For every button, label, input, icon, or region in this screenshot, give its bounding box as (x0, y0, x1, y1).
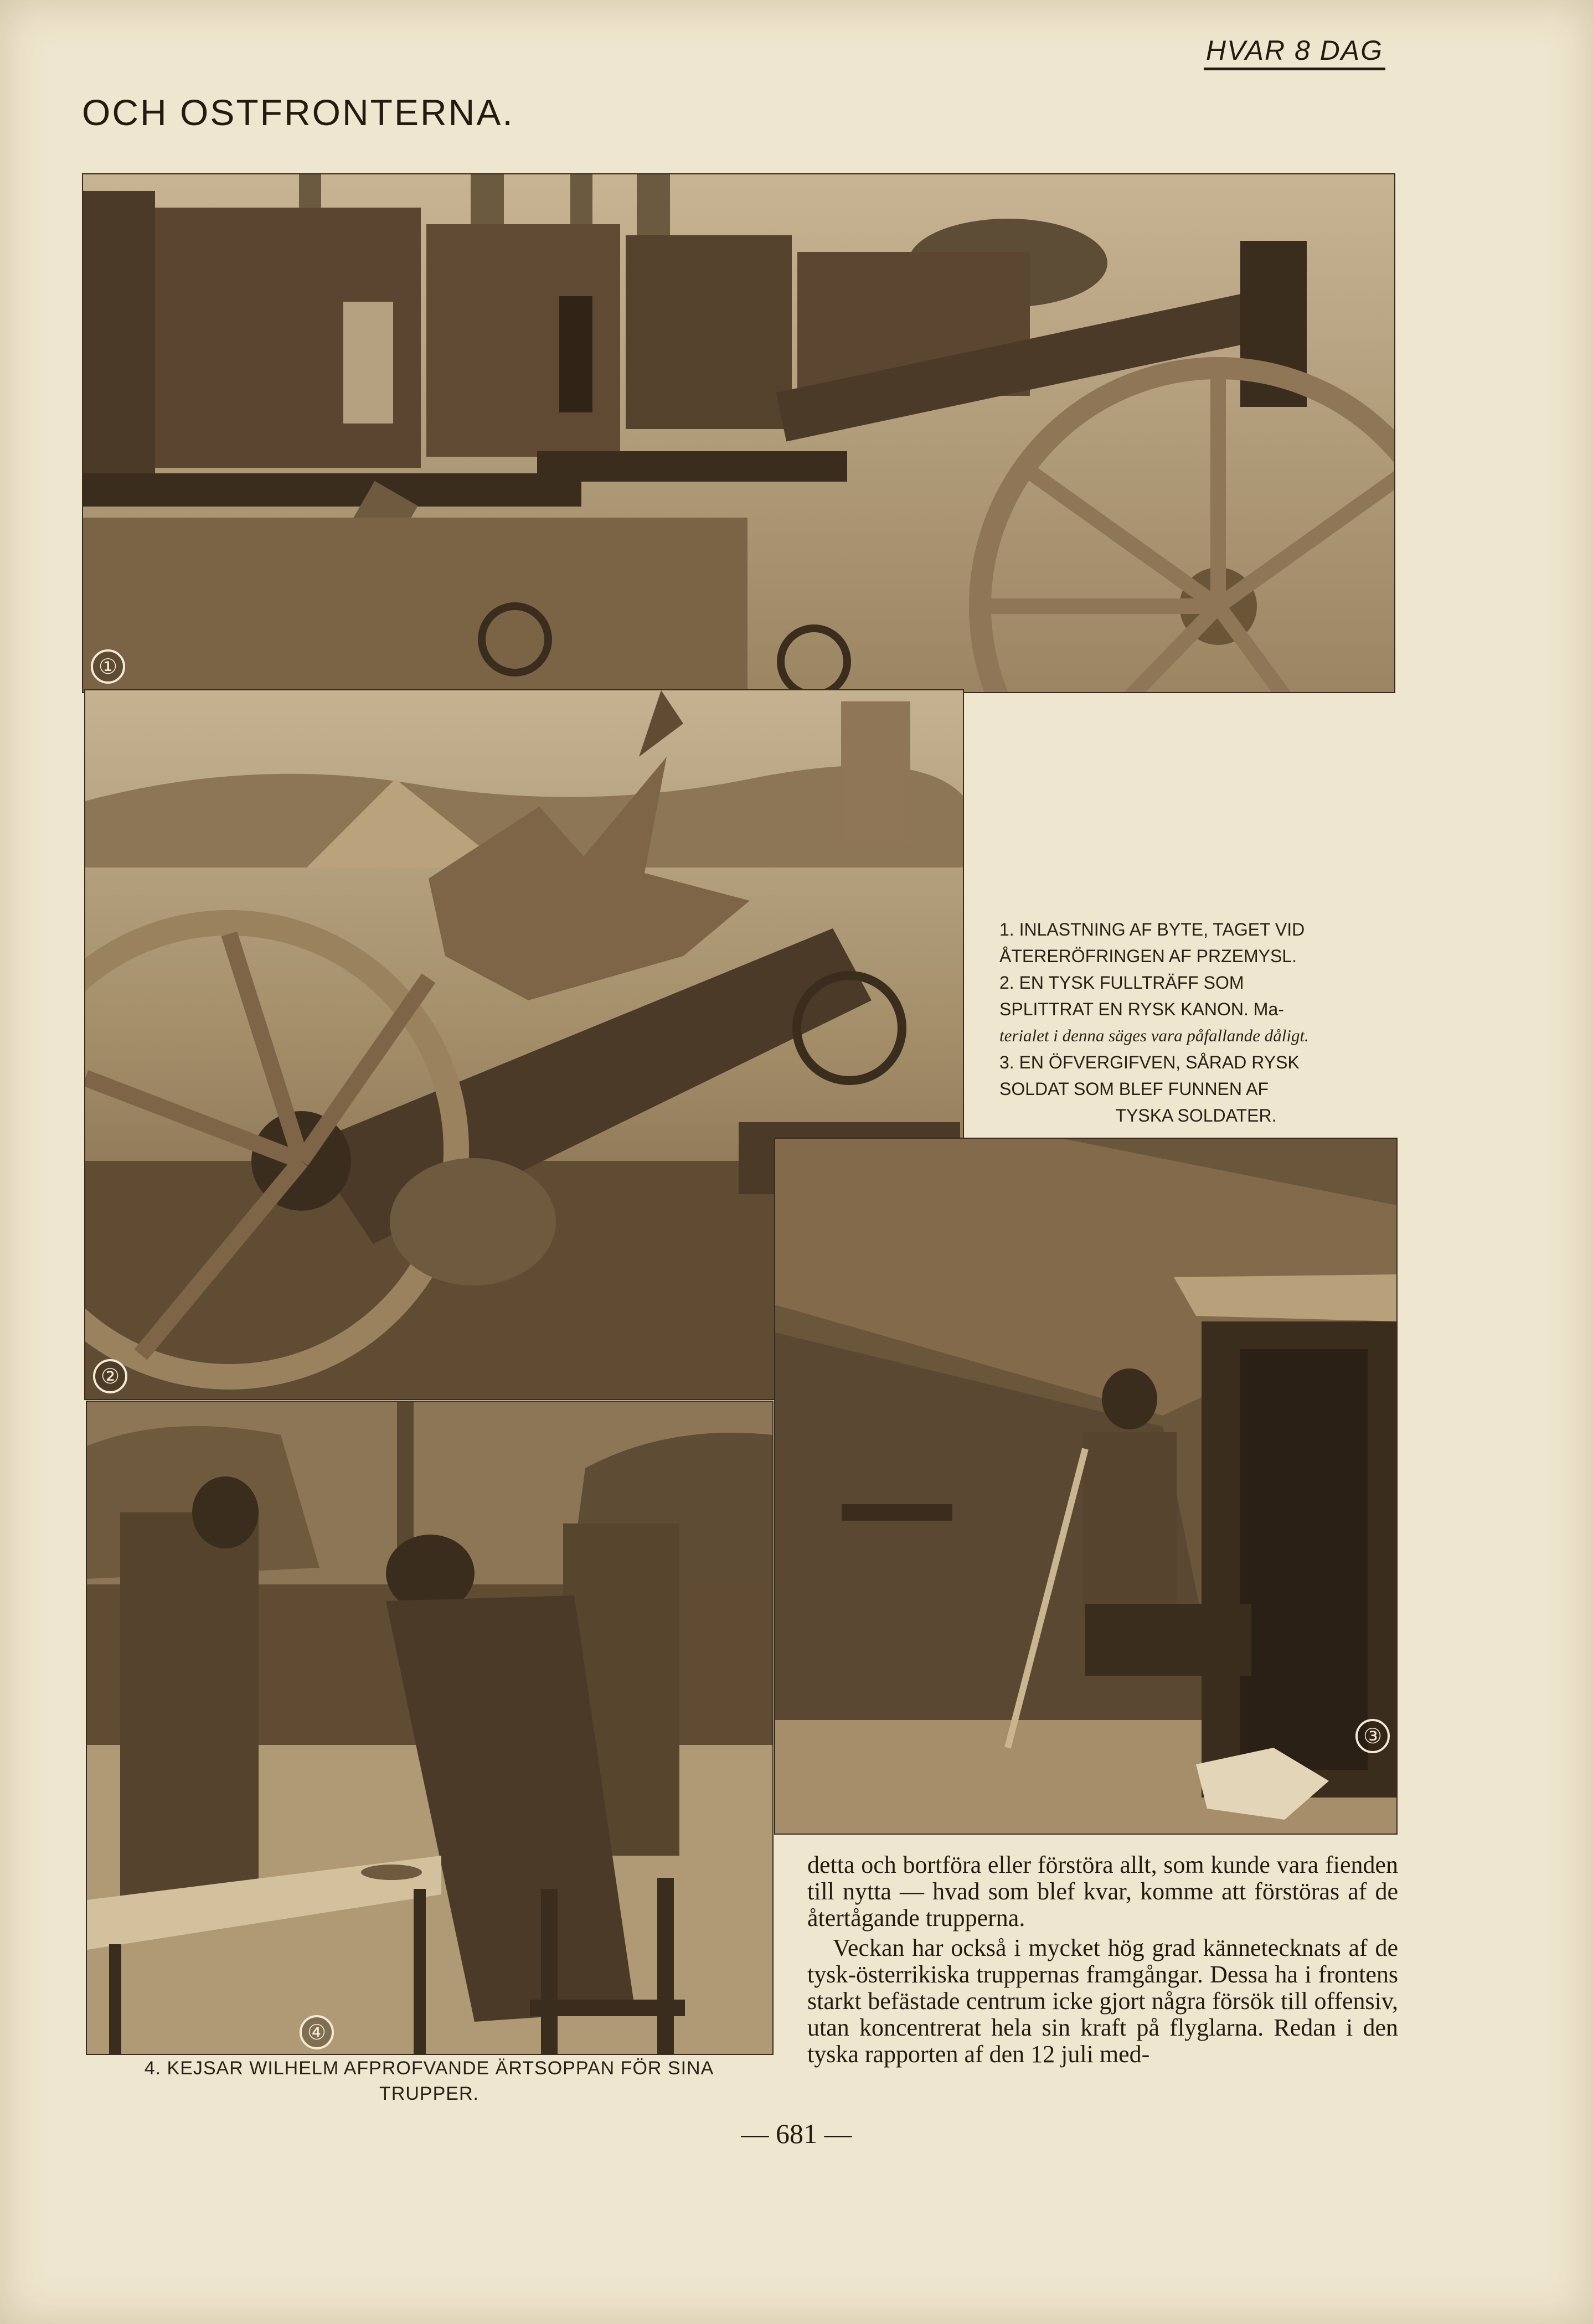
caption-line: SPLITTRAT EN RYSK KANON. Ma- (999, 999, 1284, 1019)
caption-photo-4 (86, 2056, 772, 2106)
photo-4-number: ④ (300, 2015, 334, 2049)
caption-4-line-1: 4. KEJSAR WILHELM AFPROFVANDE ÄRTSOPPAN FÖR SINA (144, 2058, 714, 2079)
page-number: — 681 — (741, 2118, 852, 2149)
caption-line: terialet i denna säges vara påfallande dåligt. (999, 1026, 1309, 1045)
caption-line: ÅTERERÖFRINGEN AF PRZEMYSL. (999, 946, 1297, 966)
photo-3-number: ③ (1355, 1719, 1390, 1753)
photo-4 (86, 1401, 774, 2055)
article-paragraph: Veckan har också i mycket hög grad kännetecknats af de tysk-österrikiska truppernas framgångar. Dessa ha i frontens starkt befästade centrum icke gjort några försök till offensiv, utan koncentrerat hela sin kraft på flyglarna. Redan i den tyska rapporten af den 12 juli med- (807, 1934, 1398, 2068)
photo-3 (774, 1138, 1398, 1835)
photo-1-number: ① (91, 649, 125, 684)
photo-1 (82, 173, 1395, 693)
caption-line: SOLDAT SOM BLEF FUNNEN AF (999, 1079, 1269, 1099)
caption-line: 1. INLASTNING AF BYTE, TAGET VID (999, 920, 1305, 939)
caption-4-line-2: TRUPPER. (379, 2083, 479, 2104)
photo-2-number: ② (93, 1359, 127, 1393)
photo-3-image (775, 1139, 1396, 1834)
section-title: OCH OSTFRONTERNA. (82, 92, 514, 133)
caption-line: 3. EN ÖFVERGIFVEN, SÅRAD RYSK (999, 1052, 1300, 1072)
caption-photos-1-3 (999, 916, 1393, 1129)
masthead: HVAR 8 DAG (1204, 34, 1385, 70)
photo-1-image (83, 174, 1394, 692)
caption-line: 2. EN TYSK FULLTRÄFF SOM (999, 973, 1244, 993)
photo-4-image (87, 1402, 772, 2054)
caption-line: TYSKA SOLDATER. (1115, 1106, 1277, 1125)
article-body (807, 1852, 1398, 2068)
article-paragraph: detta och bortföra eller förstöra allt, som kunde vara fienden till nytta — hvad som blef kvar, komme att förstöras af de återtågande trupperna. (807, 1851, 1398, 1931)
